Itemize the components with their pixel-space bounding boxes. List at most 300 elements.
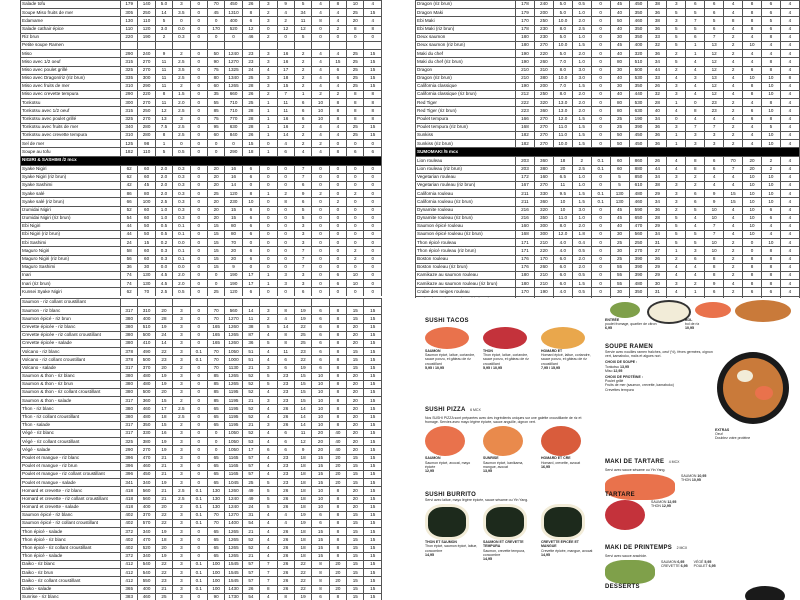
- value-cell: 1.0: [572, 181, 591, 189]
- value-cell: 210: [534, 280, 553, 288]
- value-cell: 0: [591, 255, 610, 263]
- value-cell: 23: [155, 577, 172, 585]
- value-cell: 0: [190, 364, 207, 372]
- table-row: [416, 74, 800, 82]
- value-cell: 1.5: [572, 132, 591, 140]
- value-cell: 0.3: [173, 198, 190, 206]
- value-cell: 0: [364, 33, 382, 41]
- value-cell: 5: [260, 323, 277, 331]
- value-cell: 0: [329, 181, 346, 189]
- value-cell: 6: [705, 165, 724, 173]
- value-cell: [207, 299, 224, 307]
- value-cell: 36: [648, 50, 667, 58]
- value-cell: 0: [364, 247, 382, 255]
- value-cell: 70: [225, 239, 242, 247]
- pizza-photo: [425, 426, 465, 456]
- value-cell: 57: [242, 470, 259, 478]
- value-cell: 29: [648, 190, 667, 198]
- value-cell: 400: [225, 17, 242, 25]
- value-cell: 2: [724, 132, 743, 140]
- value-cell: [780, 296, 799, 298]
- value-cell: 25: [347, 66, 364, 74]
- value-cell: 25: [610, 115, 629, 123]
- value-cell: 1165: [225, 470, 242, 478]
- value-cell: 2.5: [173, 487, 190, 495]
- value-cell: 80: [207, 74, 224, 82]
- value-cell: 12: [242, 25, 259, 33]
- value-cell: 182: [516, 140, 535, 148]
- value-cell: 0: [277, 181, 294, 189]
- value-cell: 170: [534, 255, 553, 263]
- value-cell: 32: [648, 91, 667, 99]
- value-cell: 4: [260, 536, 277, 544]
- value-cell: 34: [294, 9, 311, 17]
- value-cell: 2: [329, 25, 346, 33]
- burrito-item: CREVETTE ÉPICÉE ET MANGUE Crevette épicée, mangue, avocat 14,95: [541, 504, 595, 561]
- value-cell: 6: [312, 511, 329, 519]
- value-cell: 650: [629, 214, 648, 222]
- value-cell: 8: [364, 115, 382, 123]
- value-cell: 0: [242, 263, 259, 271]
- value-cell: 6: [761, 288, 780, 296]
- table-row: [21, 503, 382, 511]
- value-cell: 0: [347, 33, 364, 41]
- value-cell: 10: [312, 115, 329, 123]
- value-cell: 26: [277, 405, 294, 413]
- value-cell: 15: [364, 397, 382, 405]
- nutrition-page-bottom-left: [20, 298, 382, 600]
- value-cell: 15: [347, 470, 364, 478]
- tartare-maki-title: MAKI DE TARTARE: [605, 459, 665, 465]
- value-cell: 46: [242, 33, 259, 41]
- value-cell: 1195: [225, 397, 242, 405]
- value-cell: 15: [364, 348, 382, 356]
- value-cell: 540: [138, 561, 155, 569]
- value-cell: 21: [155, 454, 172, 462]
- value-cell: 200: [534, 82, 553, 90]
- value-cell: 1: [260, 280, 277, 288]
- value-cell: 3: [667, 123, 686, 131]
- value-cell: 0: [190, 1, 207, 9]
- value-cell: 26: [277, 561, 294, 569]
- value-cell: 20: [329, 462, 346, 470]
- value-cell: 2: [312, 140, 329, 148]
- value-cell: 0: [190, 430, 207, 438]
- value-cell: 20: [347, 430, 364, 438]
- value-cell: 15: [347, 356, 364, 364]
- item-name-cell: Maki du chef: [416, 50, 516, 58]
- value-cell: [591, 296, 610, 298]
- value-cell: 220: [534, 247, 553, 255]
- table-row: [21, 140, 382, 148]
- item-name-cell: Syake Sashimi: [21, 181, 121, 189]
- value-cell: 1.0: [572, 214, 591, 222]
- value-cell: 52: [242, 430, 259, 438]
- value-cell: 3: [667, 91, 686, 99]
- value-cell: 15: [312, 462, 329, 470]
- value-cell: 0: [329, 140, 346, 148]
- value-cell: 0: [364, 288, 382, 296]
- value-cell: 62: [121, 288, 138, 296]
- value-cell: 2: [173, 82, 190, 90]
- value-cell: 100: [207, 585, 224, 593]
- value-cell: 3: [173, 389, 190, 397]
- value-cell: 0: [190, 231, 207, 239]
- value-cell: 4: [667, 74, 686, 82]
- value-cell: 270: [534, 132, 553, 140]
- value-cell: 75: [207, 115, 224, 123]
- value-cell: 5: [667, 214, 686, 222]
- value-cell: 8: [686, 157, 705, 165]
- value-cell: 22: [155, 561, 172, 569]
- value-cell: 34: [648, 231, 667, 239]
- value-cell: 15: [294, 380, 311, 388]
- value-cell: 510: [138, 323, 155, 331]
- value-cell: 8.0: [553, 222, 572, 230]
- value-cell: 6: [312, 307, 329, 315]
- value-cell: 1195: [225, 405, 242, 413]
- table-row: [21, 206, 382, 214]
- value-cell: 396: [121, 462, 138, 470]
- value-cell: 280: [138, 132, 155, 140]
- value-cell: 590: [629, 206, 648, 214]
- value-cell: 4: [780, 165, 799, 173]
- value-cell: 4: [780, 190, 799, 198]
- table-row: [21, 231, 382, 239]
- value-cell: 360: [534, 157, 553, 165]
- value-cell: 0: [312, 247, 329, 255]
- value-cell: 0: [207, 446, 224, 454]
- value-cell: 10: [553, 198, 572, 206]
- value-cell: 270: [138, 66, 155, 74]
- value-cell: 26: [648, 82, 667, 90]
- value-cell: 26: [648, 157, 667, 165]
- value-cell: 8: [329, 99, 346, 107]
- value-cell: 55: [610, 263, 629, 271]
- value-cell: 0: [207, 17, 224, 25]
- value-cell: 20: [329, 577, 346, 585]
- value-cell: 4: [780, 288, 799, 296]
- value-cell: 6: [705, 288, 724, 296]
- value-cell: 3: [277, 272, 294, 280]
- value-cell: 10.0: [553, 140, 572, 148]
- value-cell: 320: [629, 50, 648, 58]
- value-cell: 10: [553, 206, 572, 214]
- value-cell: 25: [347, 50, 364, 58]
- value-cell: 4: [667, 107, 686, 115]
- value-cell: 160: [534, 173, 553, 181]
- value-cell: 20: [312, 438, 329, 446]
- table-row: [416, 91, 800, 99]
- value-cell: 20: [743, 165, 762, 173]
- value-cell: 60: [610, 157, 629, 165]
- value-cell: 34: [648, 173, 667, 181]
- value-cell: 4: [277, 511, 294, 519]
- value-cell: 0: [190, 132, 207, 140]
- value-cell: 5: [667, 222, 686, 230]
- value-cell: 50: [138, 222, 155, 230]
- value-cell: 317: [121, 307, 138, 315]
- value-cell: 6: [761, 25, 780, 33]
- value-cell: 23: [155, 356, 172, 364]
- value-cell: 1270: [225, 58, 242, 66]
- value-cell: 0: [277, 165, 294, 173]
- table-row: [416, 190, 800, 198]
- value-cell: 0: [329, 231, 346, 239]
- value-cell: 0: [591, 82, 610, 90]
- value-cell: 11: [155, 74, 172, 82]
- value-cell: 20: [207, 214, 224, 222]
- value-cell: 372: [121, 552, 138, 560]
- value-cell: 19: [155, 380, 172, 388]
- table-row: [416, 239, 800, 247]
- value-cell: 11: [155, 82, 172, 90]
- value-cell: 380: [121, 405, 138, 413]
- value-cell: 5: [294, 1, 311, 9]
- value-cell: 20: [347, 389, 364, 397]
- value-cell: 460: [138, 405, 155, 413]
- value-cell: 1240: [225, 503, 242, 511]
- value-cell: 6: [242, 247, 259, 255]
- value-cell: 470: [629, 222, 648, 230]
- value-cell: 178: [516, 1, 535, 9]
- table-row: [416, 50, 800, 58]
- value-cell: 13.0: [553, 107, 572, 115]
- value-cell: 3: [173, 372, 190, 380]
- value-cell: 2: [724, 99, 743, 107]
- value-cell: 19: [155, 552, 172, 560]
- value-cell: 2: [277, 190, 294, 198]
- value-cell: 40: [610, 74, 629, 82]
- value-cell: [294, 41, 311, 49]
- value-cell: 65: [207, 405, 224, 413]
- value-cell: 12.0: [553, 115, 572, 123]
- value-cell: 25: [347, 9, 364, 17]
- value-cell: 270: [534, 140, 553, 148]
- value-cell: 4: [780, 214, 799, 222]
- value-cell: 290: [138, 82, 155, 90]
- value-cell: [312, 41, 329, 49]
- value-cell: 26: [277, 552, 294, 560]
- value-cell: 4: [780, 50, 799, 58]
- value-cell: 80: [138, 190, 155, 198]
- value-cell: 4: [780, 58, 799, 66]
- value-cell: 540: [138, 569, 155, 577]
- value-cell: 450: [225, 1, 242, 9]
- value-cell: 65: [207, 479, 224, 487]
- value-cell: 20: [347, 503, 364, 511]
- value-cell: 5: [686, 231, 705, 239]
- value-cell: 550: [138, 577, 155, 585]
- value-cell: 0: [312, 214, 329, 222]
- value-cell: 20: [347, 323, 364, 331]
- value-cell: 0: [591, 222, 610, 230]
- value-cell: 3: [173, 585, 190, 593]
- pizza-photo: [483, 426, 523, 456]
- value-cell: 15: [364, 520, 382, 528]
- item-name-cell: Thon - riz blanc: [21, 405, 121, 413]
- value-cell: 15: [207, 247, 224, 255]
- value-cell: 325: [121, 66, 138, 74]
- value-cell: 171: [516, 239, 535, 247]
- table-row: [416, 25, 800, 33]
- value-cell: 6: [761, 1, 780, 9]
- value-cell: 40: [329, 430, 346, 438]
- value-cell: 100: [207, 577, 224, 585]
- value-cell: 44: [121, 231, 138, 239]
- value-cell: 15: [207, 263, 224, 271]
- value-cell: [242, 41, 259, 49]
- value-cell: 5: [610, 173, 629, 181]
- value-cell: 350: [629, 33, 648, 41]
- value-cell: 6: [364, 148, 382, 156]
- value-cell: 15: [364, 58, 382, 66]
- value-cell: 4: [686, 91, 705, 99]
- value-cell: 1.0: [572, 33, 591, 41]
- value-cell: 340: [138, 552, 155, 560]
- value-cell: 360: [534, 107, 553, 115]
- bol-label: BOL: [685, 318, 693, 322]
- value-cell: 300: [121, 99, 138, 107]
- item-name-cell: Homard et crevette - salade: [21, 503, 121, 511]
- taco-item: SAUMON Saumon épicé, laitue, coriandre, sauce ponzu, et gâteau de riz croustillant 5,95 / 10,95: [425, 327, 479, 370]
- section-header: SUMOMAKI /5 mcx: [416, 148, 800, 157]
- value-cell: 7: [705, 222, 724, 230]
- value-cell: 1.8: [572, 231, 591, 239]
- value-cell: 4: [780, 198, 799, 206]
- value-cell: 10.0: [553, 17, 572, 25]
- item-name-cell: Poulet et mangue - riz collant croustillant: [21, 470, 121, 478]
- value-cell: 470: [138, 454, 155, 462]
- value-cell: 412: [121, 569, 138, 577]
- value-cell: 350: [629, 25, 648, 33]
- value-cell: 3: [294, 239, 311, 247]
- value-cell: 0: [190, 372, 207, 380]
- value-cell: 460: [138, 462, 155, 470]
- value-cell: 4: [260, 520, 277, 528]
- value-cell: 8: [761, 66, 780, 74]
- value-cell: 200: [534, 9, 553, 17]
- value-cell: 7: [260, 569, 277, 577]
- value-cell: 3: [173, 339, 190, 347]
- value-cell: 23: [277, 397, 294, 405]
- value-cell: 2.5: [155, 198, 172, 206]
- value-cell: 0: [277, 33, 294, 41]
- value-cell: 8: [329, 495, 346, 503]
- value-cell: 230: [534, 33, 553, 41]
- value-cell: [121, 299, 138, 307]
- value-cell: 15: [364, 479, 382, 487]
- value-cell: 0: [190, 413, 207, 421]
- value-cell: 15: [347, 528, 364, 536]
- value-cell: 450: [629, 1, 648, 9]
- value-cell: 4: [667, 165, 686, 173]
- value-cell: 15: [364, 339, 382, 347]
- value-cell: 270: [138, 115, 155, 123]
- value-cell: 6: [743, 66, 762, 74]
- value-cell: 23: [277, 389, 294, 397]
- table-row: [21, 495, 382, 503]
- value-cell: 25: [347, 123, 364, 131]
- value-cell: 5: [260, 380, 277, 388]
- value-cell: 10: [312, 107, 329, 115]
- value-cell: 1260: [225, 323, 242, 331]
- item-name-cell: Saumon & thon - riz brun: [21, 380, 121, 388]
- value-cell: 4: [724, 91, 743, 99]
- value-cell: 325: [121, 438, 138, 446]
- value-cell: 26: [277, 487, 294, 495]
- item-name-cell: Daiko - salade: [21, 585, 121, 593]
- value-cell: 14: [155, 9, 172, 17]
- entree-desc: poulet fromage, quartier de citron: [605, 322, 657, 327]
- value-cell: 0.1: [190, 585, 207, 593]
- value-cell: [329, 299, 346, 307]
- value-cell: 15: [364, 372, 382, 380]
- value-cell: 20: [347, 413, 364, 421]
- value-cell: 380: [121, 323, 138, 331]
- value-cell: 480: [629, 280, 648, 288]
- value-cell: 211: [516, 198, 535, 206]
- value-cell: 15: [364, 462, 382, 470]
- value-cell: 5: [667, 231, 686, 239]
- ramen-egg: [737, 370, 753, 382]
- value-cell: 4: [780, 157, 799, 165]
- value-cell: 26: [277, 569, 294, 577]
- value-cell: 6: [277, 148, 294, 156]
- value-cell: 1.5: [572, 123, 591, 131]
- salmon-photo: [695, 302, 731, 318]
- value-cell: 12: [277, 25, 294, 33]
- value-cell: 167: [516, 181, 535, 189]
- value-cell: 0: [591, 91, 610, 99]
- value-cell: [155, 41, 172, 49]
- value-cell: 220: [121, 33, 138, 41]
- value-cell: 4.5: [155, 280, 172, 288]
- value-cell: 26: [277, 528, 294, 536]
- value-cell: 19: [294, 520, 311, 528]
- value-cell: 20: [207, 173, 224, 181]
- item-name-cell: Maguro Sashimi: [21, 263, 121, 271]
- value-cell: 8: [242, 190, 259, 198]
- value-cell: 7: [294, 165, 311, 173]
- value-cell: [572, 296, 591, 298]
- value-cell: 210: [516, 74, 535, 82]
- value-cell: 0.1: [190, 577, 207, 585]
- value-cell: 0: [364, 214, 382, 222]
- value-cell: 6: [260, 446, 277, 454]
- value-cell: 75: [207, 66, 224, 74]
- value-cell: 179: [121, 1, 138, 9]
- value-cell: 860: [629, 157, 648, 165]
- value-cell: 0.3: [173, 33, 190, 41]
- value-cell: 0.3: [173, 214, 190, 222]
- burrito-photo: [425, 504, 469, 540]
- value-cell: 11: [155, 99, 172, 107]
- tacos-title: SUSHI TACOS: [425, 318, 469, 324]
- value-cell: 4: [761, 50, 780, 58]
- value-cell: 6: [294, 99, 311, 107]
- value-cell: 22: [294, 323, 311, 331]
- value-cell: 15: [364, 307, 382, 315]
- value-cell: 10: [743, 198, 762, 206]
- value-cell: 16: [225, 173, 242, 181]
- nutrition-page-top-left: [20, 0, 382, 296]
- table-row: [21, 123, 382, 131]
- item-name-cell: Volcano - salade: [21, 364, 121, 372]
- value-cell: 19: [155, 446, 172, 454]
- value-cell: [553, 296, 572, 298]
- value-cell: 4: [312, 132, 329, 140]
